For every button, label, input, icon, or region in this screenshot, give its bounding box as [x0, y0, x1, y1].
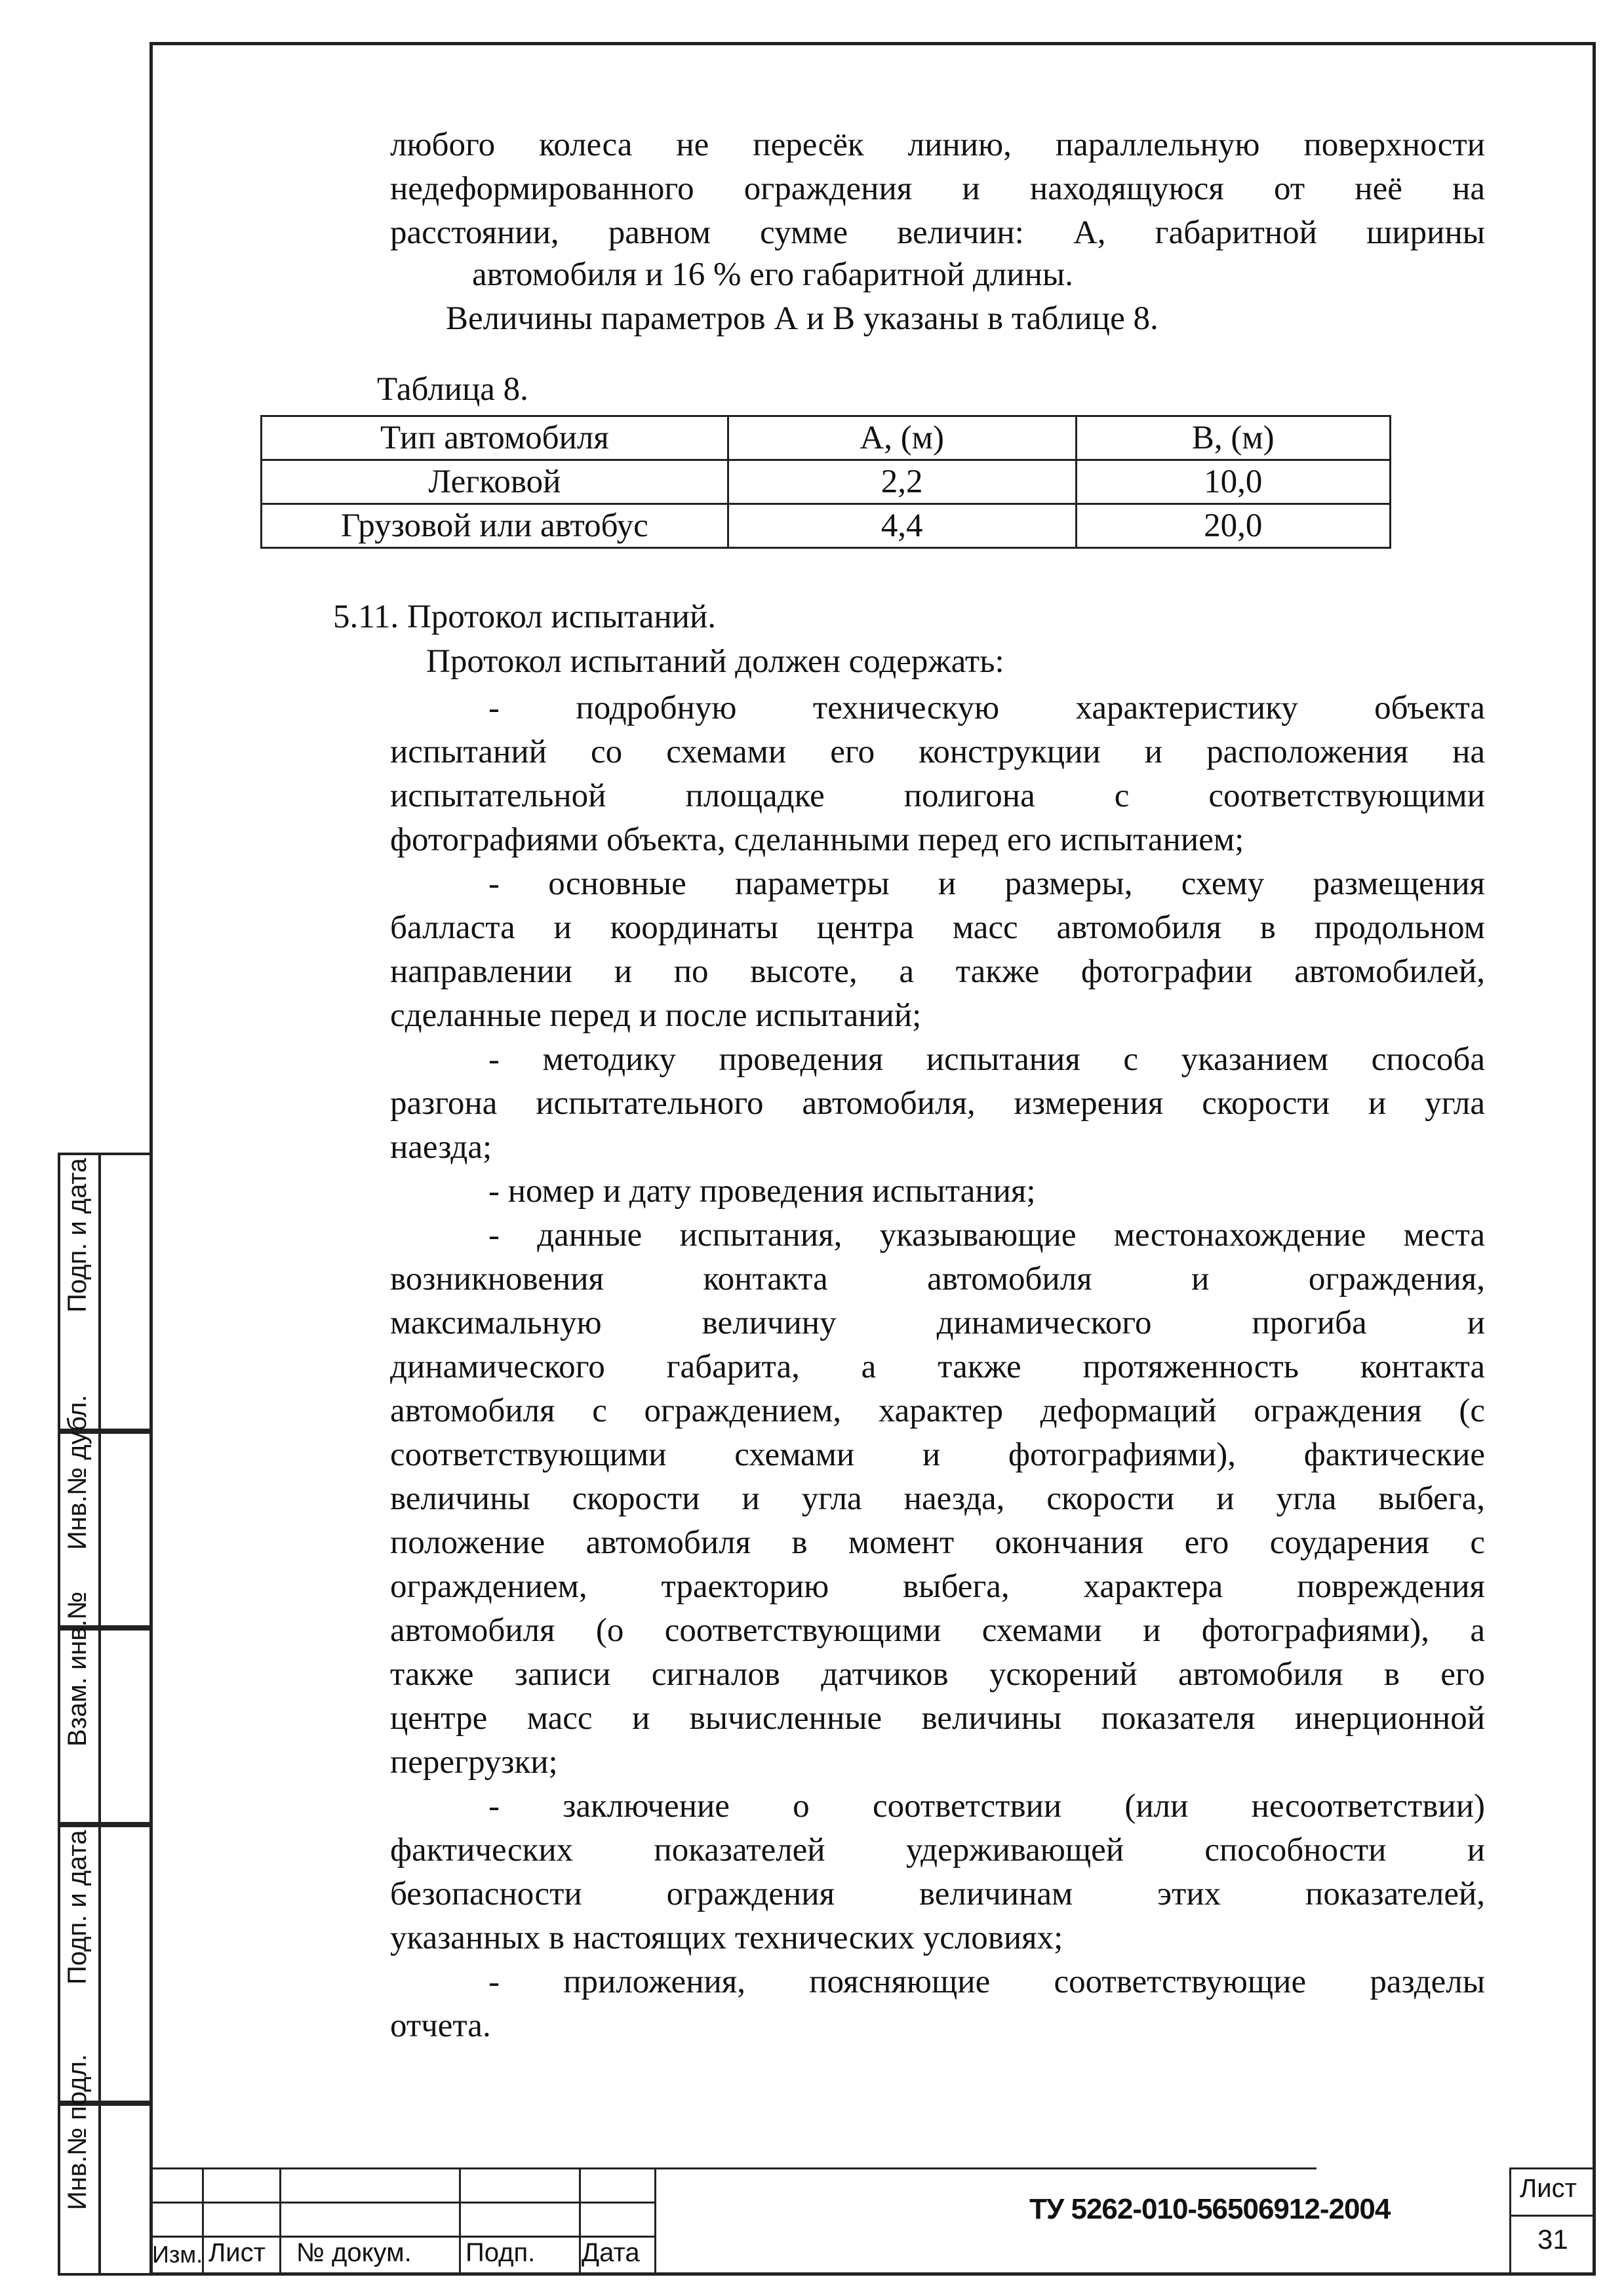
- list-item-line: ограждением, траекторию выбега, характера повреждения: [390, 1568, 1485, 1605]
- side-cell-podp-data-1: [58, 1153, 149, 1431]
- list-item-last-line: перегрузки;: [390, 1744, 558, 1781]
- list-item-line: балласта и координаты центра масс автомобиля в продольном: [390, 909, 1485, 946]
- title-list: Лист: [208, 2238, 266, 2267]
- table-row: [262, 460, 1391, 504]
- table-cell: 4,4: [728, 504, 1076, 548]
- list-item-first-line: - методику проведения испытания с указанием способа: [488, 1041, 1485, 1078]
- side-label: Взам. инв.№: [63, 1591, 92, 1747]
- list-item-line: автомобиля (о соответствующими схемами и фотографиями), а: [390, 1612, 1485, 1649]
- table-cell: Легковой: [262, 460, 728, 504]
- table-header-row: [262, 416, 1391, 460]
- table-header-cell: В, (м): [1076, 416, 1390, 460]
- list-item-last-line: сделанные перед и после испытаний;: [390, 997, 922, 1034]
- sheet-number: 31: [1537, 2224, 1568, 2255]
- table-cell: Грузовой или автобус: [262, 504, 728, 548]
- list-item-line: динамического габарита, а также протяженность контакта: [390, 1349, 1485, 1385]
- title-dokum: № докум.: [296, 2238, 412, 2267]
- list-item-last-line: указанных в настоящих технических условиях;: [390, 1920, 1063, 1956]
- list-item-first-line: - основные параметры и размеры, схему размещения: [488, 865, 1485, 902]
- intro-line: расстоянии, равном сумме величин: А, габаритной ширины: [390, 214, 1485, 251]
- list-item-last-line: фотографиями объекта, сделанными перед его испытанием;: [390, 821, 1244, 858]
- list-item-first-line: - номер и дату проведения испытания;: [488, 1173, 1036, 1210]
- side-cell-vzam: [58, 1591, 149, 1825]
- title-podp: Подп.: [465, 2238, 536, 2267]
- table-header-cell: А, (м): [728, 416, 1076, 460]
- list-item-last-line: наезда;: [390, 1129, 492, 1166]
- list-item-line: положение автомобиля в момент окончания его соударения с: [390, 1524, 1485, 1561]
- sheet-label: Лист: [1520, 2174, 1577, 2203]
- table-cell: 20,0: [1076, 504, 1390, 548]
- title-izm: Изм.: [152, 2241, 203, 2268]
- table-cell: 10,0: [1076, 460, 1390, 504]
- list-item-first-line: - приложения, поясняющие соответствующие разделы: [488, 1964, 1485, 2000]
- params-note: Величины параметров А и В указаны в таблице 8.: [446, 300, 1159, 337]
- table-row: [262, 504, 1391, 548]
- document-code: ТУ 5262-010-56506912-2004: [1029, 2193, 1391, 2225]
- title-data: Дата: [582, 2238, 640, 2267]
- list-item-line: возникновения контакта автомобиля и ограждения,: [390, 1261, 1485, 1297]
- side-label: Инв.№ дубл.: [63, 1394, 92, 1550]
- list-item-line: фактических показателей удерживающей способности и: [390, 1832, 1485, 1869]
- side-label: Инв.№ подл.: [63, 2053, 92, 2210]
- table-cell: 2,2: [728, 460, 1076, 504]
- list-item-line: величины скорости и угла наезда, скорости и угла выбега,: [390, 1480, 1485, 1517]
- list-item-first-line: - данные испытания, указывающие местонахождение места: [488, 1217, 1485, 1254]
- list-item-line: соответствующими схемами и фотографиями), фактические: [390, 1436, 1485, 1473]
- side-label: Подп. и дата: [63, 1830, 92, 1985]
- intro-line: любого колеса не пересёк линию, параллельную поверхности: [390, 127, 1485, 163]
- list-item-line: автомобиля с ограждением, характер деформаций ограждения (с: [390, 1393, 1485, 1429]
- table-caption: Таблица 8.: [377, 371, 528, 408]
- section-heading: 5.11. Протокол испытаний.: [333, 599, 717, 635]
- intro-line: недеформированного ограждения и находящуюся от неё на: [390, 170, 1485, 207]
- intro-last-line: автомобиля и 16 % его габаритной длины.: [472, 256, 1073, 293]
- intro-paragraph: [390, 123, 1485, 255]
- list-item-line: разгона испытательного автомобиля, измерения скорости и угла: [390, 1085, 1485, 1122]
- list-item-first-line: - заключение о соответствии (или несоответствии): [488, 1788, 1485, 1825]
- list-item-line: испытательной площадке полигона с соответствующими: [390, 778, 1485, 814]
- list-item-line: максимальную величину динамического прогиба и: [390, 1305, 1485, 1341]
- table-header-cell: Тип автомобиля: [262, 416, 728, 460]
- list-item-last-line: отчета.: [390, 2007, 491, 2044]
- list-item-line: также записи сигналов датчиков ускорений автомобиля в его: [390, 1656, 1485, 1693]
- list-item-first-line: - подробную техническую характеристику объекта: [488, 690, 1485, 726]
- side-label: Подп. и дата: [63, 1158, 92, 1313]
- side-cell-inv-podl: [58, 2053, 149, 2276]
- table-8: [260, 415, 1391, 549]
- list-item-line: центре масс и вычисленные величины показателя инерционной: [390, 1700, 1485, 1737]
- list-item-line: испытаний со схемами его конструкции и расположения на: [390, 734, 1485, 770]
- list-item-line: направлении и по высоте, а также фотографии автомобилей,: [390, 953, 1485, 990]
- list-item-line: безопасности ограждения величинам этих показателей,: [390, 1876, 1485, 1912]
- section-lead: Протокол испытаний должен содержать:: [426, 643, 1004, 680]
